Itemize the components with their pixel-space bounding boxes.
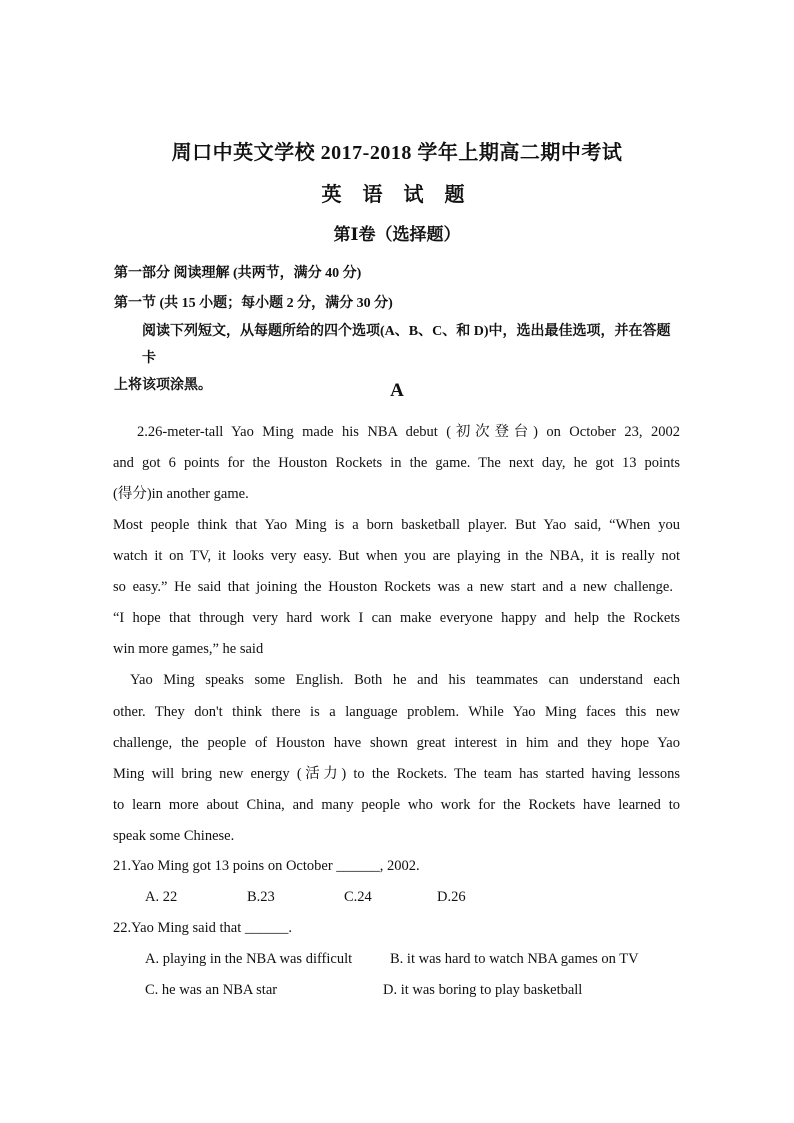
exam-subject: 英 语 试 题 xyxy=(321,184,473,206)
question-22-option-d: D. it was boring to play basketball xyxy=(383,982,583,998)
section-heading: 第一节 (共 15 小题；每小题 2 分，满分 30 分) xyxy=(114,296,393,311)
passage-line: and got 6 points for the Houston Rockets in the game. The next day, he got 13 points xyxy=(113,455,680,471)
volume-heading: 第Ⅰ卷（选择题） xyxy=(333,225,461,244)
passage-line: Ming will bring new energy (活力) to the Rockets. The team has started having lessons xyxy=(113,766,680,782)
passage-line: Most people think that Yao Ming is a born basketball player. But Yao said, “When you xyxy=(113,517,680,533)
question-21-option-a: A. 22 xyxy=(145,889,178,905)
passage-line: win more games,” he said xyxy=(113,641,264,657)
passage-line: other. They don't think there is a language problem. While Yao Ming faces this new xyxy=(113,704,680,720)
question-22: 22.Yao Ming said that ______. xyxy=(113,920,292,936)
passage-line: “I hope that through very hard work I can make everyone happy and help the Rockets xyxy=(113,610,680,626)
question-22-option-b: B. it was hard to watch NBA games on TV xyxy=(390,951,639,967)
question-21-option-c: C.24 xyxy=(344,889,372,905)
passage-line: to learn more about China, and many people who work for the Rockets have learned to xyxy=(113,797,680,813)
passage-line: so easy.” He said that joining the Houston Rockets was a new start and a new challenge. xyxy=(113,579,673,595)
passage-line: (得分)in another game. xyxy=(113,486,249,502)
question-22-option-a: A. playing in the NBA was difficult xyxy=(145,951,353,967)
part-heading: 第一部分 阅读理解 (共两节，满分 40 分) xyxy=(114,266,362,281)
question-21-option-d: D.26 xyxy=(437,889,466,905)
exam-title: 周口中英文学校 2017-2018 学年上期高二期中考试 xyxy=(171,142,623,164)
passage-letter: A xyxy=(390,380,404,401)
instructions-line-1: 阅读下列短文，从每题所给的四个选项(A、B、C、和 D)中，选出最佳选项，并在答题卡 xyxy=(142,324,671,366)
question-22-option-c: C. he was an NBA star xyxy=(145,982,278,998)
instructions-line-2: 上将该项涂黑。 xyxy=(114,378,212,393)
passage-line: Yao Ming speaks some English. Both he and his teammates can understand each xyxy=(130,672,680,688)
passage-line: challenge, the people of Houston have shown great interest in him and they hope Yao xyxy=(113,735,680,751)
passage-line: speak some Chinese. xyxy=(113,828,235,844)
passage-line: 2.26-meter-tall Yao Ming made his NBA debut (初次登台) on October 23, 2002 xyxy=(137,424,680,440)
question-21: 21.Yao Ming got 13 poins on October ______, 2002. xyxy=(113,858,420,874)
passage-line: watch it on TV, it looks very easy. But when you are playing in the NBA, it is really not xyxy=(113,548,680,564)
question-21-option-b: B.23 xyxy=(247,889,275,905)
